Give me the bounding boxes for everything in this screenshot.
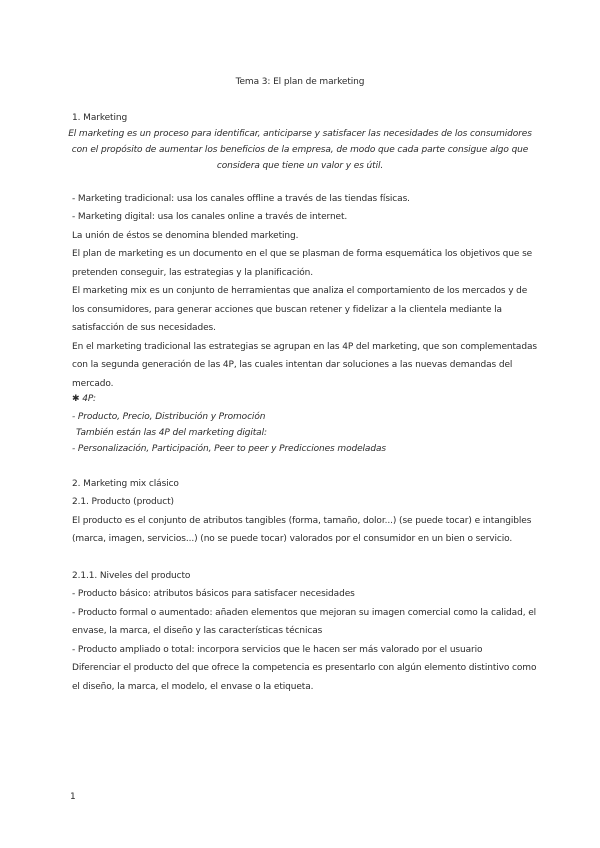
definition-line: con el propósito de aumentar los beneficios de la empresa, de modo que cada parte consigue algo que [71, 145, 529, 155]
list-item: - Producto ampliado o total: incorpora servicios que le hacen ser más valorado por el usuario [72, 645, 483, 655]
fourp-line: También están las 4P del marketing digital: [76, 428, 267, 438]
subsection-heading: 2.1. Producto (product) [72, 497, 174, 507]
list-item: - Producto básico: atributos básicos para satisfacer necesidades [72, 589, 355, 599]
body-line: mercado. [72, 379, 114, 389]
section-1-heading: 1. Marketing [72, 113, 128, 123]
body-line: El marketing mix es un conjunto de herramientas que analiza el comportamiento de los mercados y de [72, 286, 528, 296]
fourp-line: ✱ 4P: [72, 394, 96, 404]
body-line: Diferenciar el producto del que ofrece la competencia es presentarlo con algún elemento distintivo como [72, 663, 537, 673]
body-line: (marca, imagen, servicios...) (no se puede tocar) valorados por el consumidor en un bien o servicio. [72, 534, 513, 544]
body-line: El producto es el conjunto de atributos tangibles (forma, tamaño, dolor...) (se puede tocar) e intangibles [72, 516, 532, 526]
body-line: La unión de éstos se denomina blended marketing. [72, 231, 299, 241]
body-line: pretenden conseguir, las estrategias y la planificación. [72, 268, 313, 278]
definition-line: El marketing es un proceso para identificar, anticiparse y satisfacer las necesidades de los consumidores [68, 129, 532, 139]
list-item: envase, la marca, el diseño y las características técnicas [72, 626, 323, 636]
body-line: con la segunda generación de las 4P, las cuales intentan dar soluciones a las nuevas demandas del [72, 360, 513, 370]
definition-line: considera que tiene un valor y es útil. [216, 161, 384, 171]
body-line: En el marketing tradicional las estrategias se agrupan en las 4P del marketing, que son complementadas [72, 342, 537, 352]
body-line: satisfacción de sus necesidades. [72, 323, 216, 333]
fourp-line: - Personalización, Participación, Peer to peer y Predicciones modeladas [72, 444, 386, 454]
body-line: - Marketing digital: usa los canales online a través de internet. [72, 212, 348, 222]
body-line: los consumidores, para generar acciones que buscan retener y fidelizar a la clientela mediante la [72, 305, 502, 315]
body-line: - Marketing tradicional: usa los canales offline a través de las tiendas físicas. [72, 194, 410, 204]
fourp-line: - Producto, Precio, Distribución y Promoción [72, 412, 266, 422]
body-line: El plan de marketing es un documento en el que se plasman de forma esquemática los objetivos que se [72, 249, 533, 259]
subsection-heading: 2.1.1. Niveles del producto [72, 571, 191, 581]
body-line: el diseño, la marca, el modelo, el envase o la etiqueta. [72, 682, 314, 692]
section-2-heading: 2. Marketing mix clásico [72, 479, 179, 489]
list-item: - Producto formal o aumentado: añaden elementos que mejoran su imagen comercial como la calidad, el [72, 608, 537, 618]
page-title: Tema 3: El plan de marketing [235, 77, 365, 87]
page-number: 1 [70, 792, 76, 802]
